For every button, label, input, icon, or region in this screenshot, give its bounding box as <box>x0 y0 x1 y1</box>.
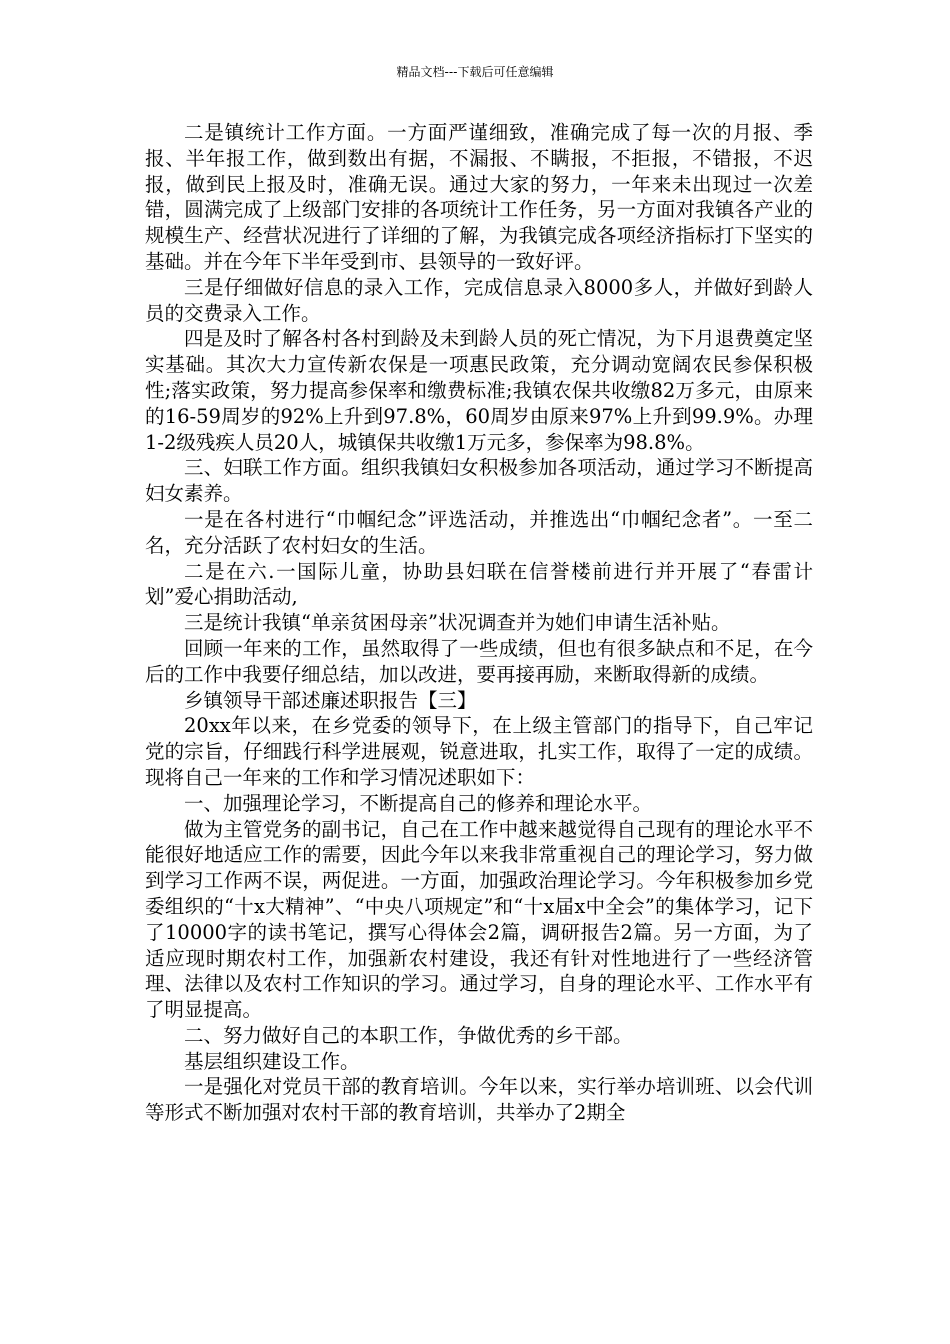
paragraph: 一是在各村进行“巾帼纪念”评选活动，并推选出“巾帼纪念者”。一至二名，充分活跃了农村妇女的生活。 <box>145 507 813 557</box>
paragraph: 一是强化对党员干部的教育培训。今年以来，实行举办培训班、以会代训等形式不断加强对农村干部的教育培训，共举办了2期全 <box>145 1075 813 1125</box>
paragraph: 二是在六.一国际儿童，协助县妇联在信誉楼前进行并开展了“春雷计划”爱心捐助活动, <box>145 559 813 609</box>
section-heading: 一、加强理论学习，不断提高自己的修养和理论水平。 <box>184 791 653 815</box>
document-body <box>145 120 813 1126</box>
paragraph: 三是仔细做好信息的录入工作，完成信息录入8000多人，并做好到龄人员的交费录入工作。 <box>145 275 813 325</box>
section-heading: 二、努力做好自己的本职工作，争做优秀的乡干部。 <box>184 1023 633 1047</box>
section-heading: 三、妇联工作方面。组织我镇妇女积极参加各项活动，通过学习不断提高妇女素养。 <box>145 456 813 506</box>
page-header: 精品文档---下载后可任意编辑 <box>396 65 554 79</box>
paragraph: 三是统计我镇“单亲贫困母亲”状况调查并为她们申请生活补贴。 <box>184 611 731 635</box>
report-title: 乡镇领导干部述廉述职报告【三】 <box>184 688 477 712</box>
paragraph: 做为主管党务的副书记，自己在工作中越来越觉得自己现有的理论水平不能很好地适应工作的需要，因此今年以来我非常重视自己的理论学习，努力做到学习工作两不误，两促进。一方面，加强政治理论学习。今年积极参加乡党委组织的“十x大精神”、“中央八项规定”和“十x届x中全会”的集体学习，记下了10000字的读书笔记，撰写心得体会2篇，调研报告2篇。另一方面，为了适应现时期农村工作，加强新农村建设，我还有针对性地进行了一些经济管理、法律以及农村工作知识的学习。通过学习，自身的理论水平、工作水平有了明显提高。 <box>145 817 813 1022</box>
paragraph: 回顾一年来的工作，虽然取得了一些成绩，但也有很多缺点和不足，在今后的工作中我要仔细总结，加以改进，要再接再励，来断取得新的成绩。 <box>145 636 813 686</box>
subsection-heading: 基层组织建设工作。 <box>184 1049 360 1073</box>
paragraph: 四是及时了解各村各村到龄及未到龄人员的死亡情况，为下月退费奠定坚实基础。其次大力宣传新农保是一项惠民政策，充分调动宽阔农民参保积极性;落实政策，努力提高参保率和缴费标准;我镇农保共收缴82万多元，由原来的16-59周岁的92%上升到97.8%，60周岁由原来97%上升到99.9%。办理1-2级残疾人员20人，城镇保共收缴1万元多，参保率为98.8%。 <box>145 327 813 454</box>
paragraph: 20xx年以来，在乡党委的领导下，在上级主管部门的指导下，自己牢记党的宗旨，仔细践行科学进展观，锐意进取，扎实工作，取得了一定的成绩。现将自己一年来的工作和学习情况述职如下： <box>145 714 813 789</box>
paragraph: 二是镇统计工作方面。一方面严谨细致，准确完成了每一次的月报、季报、半年报工作，做到数出有据，不漏报、不瞒报，不拒报，不错报，不迟报，做到民上报及时，准确无误。通过大家的努力，一年来未出现过一次差错，圆满完成了上级部门安排的各项统计工作任务，另一方面对我镇各产业的规模生产、经营状况进行了详细的了解，为我镇完成各项经济指标打下坚实的基础。并在今年下半年受到市、县领导的一致好评。 <box>145 121 813 273</box>
